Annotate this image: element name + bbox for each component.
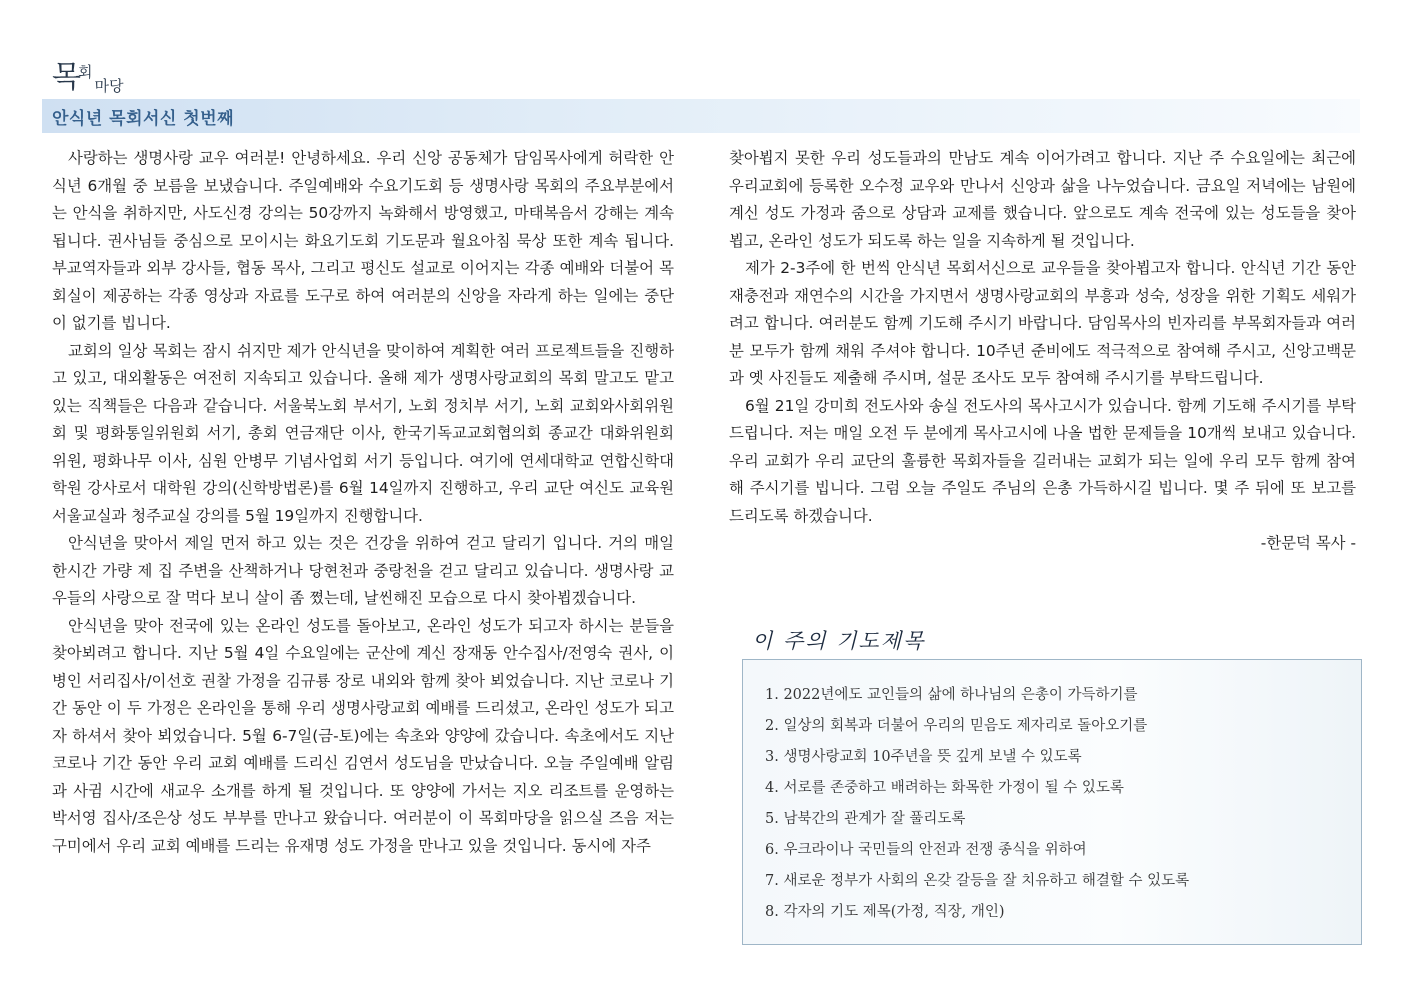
paragraph: 6월 21일 강미희 전도사와 송실 전도사의 목사고시가 있습니다. 함께 기도해 주시기를 부탁 드립니다. 저는 매일 오전 두 분에게 목사고시에 나올 법한 문제들을 10개씩 보내고 있습니다. 우리 교회가 우리 교단의 훌륭한 목회자들을 길러내는 교회가 되는 일에 우리 모두 함께 참여해 주시기를 빕니다. 그럼 오늘 주일도 주님의 은총 가득하시길 빕니다. 몇 주 뒤에 또 보고를 드리도록 하겠습니다. (729, 396, 1356, 525)
logo-small-text: 마당 (94, 77, 124, 95)
section-title-bar (42, 99, 1360, 133)
prayer-item: 3. 생명사랑교회 10주년을 뜻 깊게 보낼 수 있도록 (765, 749, 1082, 765)
prayer-box (742, 659, 1362, 945)
paragraph: 제가 2-3주에 한 번씩 안식년 목회서신으로 교우들을 찾아뵙고자 합니다. 안식년 기간 동안 재충전과 재연수의 시간을 가지면서 생명사랑교회의 부흥과 성숙, 성장을 위한 기획도 세워가려고 합니다. 여러분도 함께 기도해 주시기 바랍니다. 담임목사의 빈자리를 부목회자들과 여러분 모두가 함께 채워 주셔야 합니다. 10주년 준비에도 적극적으로 참여해 주시고, 신앙고백문과 옛 사진들도 제출해 주시며, 설문 조사도 모두 참여해 주시기를 부탁드립니다. (729, 259, 1356, 387)
prayer-item: 2. 일상의 회복과 더불어 우리의 믿음도 제자리로 돌아오기를 (765, 718, 1148, 734)
prayer-item: 5. 남북간의 관계가 잘 풀리도록 (765, 811, 966, 827)
logo-big-char: 목 (52, 60, 80, 95)
left-column (52, 145, 674, 860)
paragraph: 찾아뵙지 못한 우리 성도들과의 만남도 계속 이어가려고 합니다. 지난 주 수요일에는 최근에 우리교회에 등록한 오수정 교우와 만나서 신앙과 삶을 나누었습니다. 금요일 저녁에는 남원에 계신 성도 가정과 줌으로 상담과 교제를 했습니다. 앞으로도 계속 전국에 있는 성도들을 찾아뵙고, 온라인 성도가 되도록 하는 일을 지속하게 될 것입니다. (729, 149, 1356, 250)
signature: -한문덕 목사 - (1260, 534, 1356, 552)
paragraph: 사랑하는 생명사랑 교우 여러분! 안녕하세요. 우리 신앙 공동체가 담임목사에게 허락한 안식년 6개월 중 보름을 보냈습니다. 주일예배와 수요기도회 등 생명사랑 목회의 주요부분에서는 안식을 취하지만, 사도신경 강의는 50강까지 녹화해서 방영했고, 마태복음서 강해는 계속 됩니다. 권사님들 중심으로 모이시는 화요기도회 기도문과 월요아침 묵상 또한 계속 됩니다. 부교역자들과 외부 강사들, 협동 목사, 그리고 평신도 설교로 이어지는 각종 예배와 더불어 목회실이 제공하는 각종 영상과 자료를 도구로 하여 여러분의 신앙을 자라게 하는 일에는 중단이 없기를 빕니다. (52, 149, 674, 332)
paragraph: 안식년을 맞아 전국에 있는 온라인 성도를 돌아보고, 온라인 성도가 되고자 하시는 분들을 찾아뵈려고 합니다. 지난 5월 4일 수요일에는 군산에 계신 장재동 안수집사/전영숙 권사, 이병인 서리집사/이선호 권찰 가정을 김규룡 장로 내외와 함께 찾아 뵈었습니다. 지난 코로나 기간 동안 이 두 가정은 온라인을 통해 우리 생명사랑교회 예배를 드리셨고, 온라인 성도가 되고자 하셔서 찾아 뵈었습니다. 5월 6-7일(금-토)에는 속초와 양양에 갔습니다. 속초에서도 지난 코로나 기간 동안 우리 교회 예배를 드리신 김연서 성도님을 만났습니다. 오늘 주일예배 알림과 사귐 시간에 새교우 소개를 하게 될 것입니다. 또 양양에 가서는 지오 리조트를 운영하는 박서영 집사/조은상 성도 부부를 만나고 왔습니다. 여러분이 이 목회마당을 읽으실 즈음 저는 구미에서 우리 교회 예배를 드리는 유재명 성도 가정을 만나고 있을 것입니다. 동시에 자주 (52, 616, 674, 855)
prayer-item: 4. 서로를 존중하고 배려하는 화목한 가정이 될 수 있도록 (765, 780, 1124, 796)
prayer-item: 7. 새로운 정부가 사회의 온갖 갈등을 잘 치유하고 해결할 수 있도록 (765, 873, 1190, 889)
prayer-item: 1. 2022년에도 교인들의 삶에 하나님의 은총이 가득하기를 (765, 687, 1138, 703)
right-column (729, 145, 1356, 558)
paragraph: 안식년을 맞아서 제일 먼저 하고 있는 것은 건강을 위하여 걷고 달리기 입니다. 거의 매일 한시간 가량 제 집 주변을 산책하거나 당현천과 중랑천을 걷고 달리고 있습니다. 생명사랑 교우들의 사랑으로 잘 먹다 보니 살이 좀 쪘는데, 날씬해진 모습으로 다시 찾아뵙겠습니다. (52, 534, 674, 607)
prayer-list (743, 660, 1361, 928)
section-title: 안식년 목회서신 첫번째 (52, 109, 235, 129)
column-logo (52, 52, 123, 96)
paragraph: 교회의 일상 목회는 잠시 쉬지만 제가 안식년을 맞이하여 계획한 여러 프로젝트들을 진행하고 있고, 대외활동은 여전히 지속되고 있습니다. 올해 제가 생명사랑교회의 목회 말고도 맡고 있는 직책들은 다음과 같습니다. 서울북노회 부서기, 노회 정치부 서기, 노회 교회와사회위원회 및 평화통일위원회 서기, 총회 연금재단 이사, 한국기독교교회협의회 종교간 대화위원회 위원, 평화나무 이사, 심원 안병무 기념사업회 서기 등입니다. 여기에 연세대학교 연합신학대학원 강사로서 대학원 강의(신학방법론)를 6월 14일까지 진행하고, 우리 교단 여신도 교육원 서울교실과 청주교실 강의를 5월 19일까지 진행합니다. (52, 341, 674, 525)
prayer-heading: 이 주의 기도제목 (752, 629, 926, 653)
logo-small-char: 회 (77, 63, 93, 81)
prayer-item: 8. 각자의 기도 제목(가정, 직장, 개인) (765, 904, 1005, 920)
prayer-item: 6. 우크라이나 국민들의 안전과 전쟁 종식을 위하여 (765, 842, 1087, 858)
